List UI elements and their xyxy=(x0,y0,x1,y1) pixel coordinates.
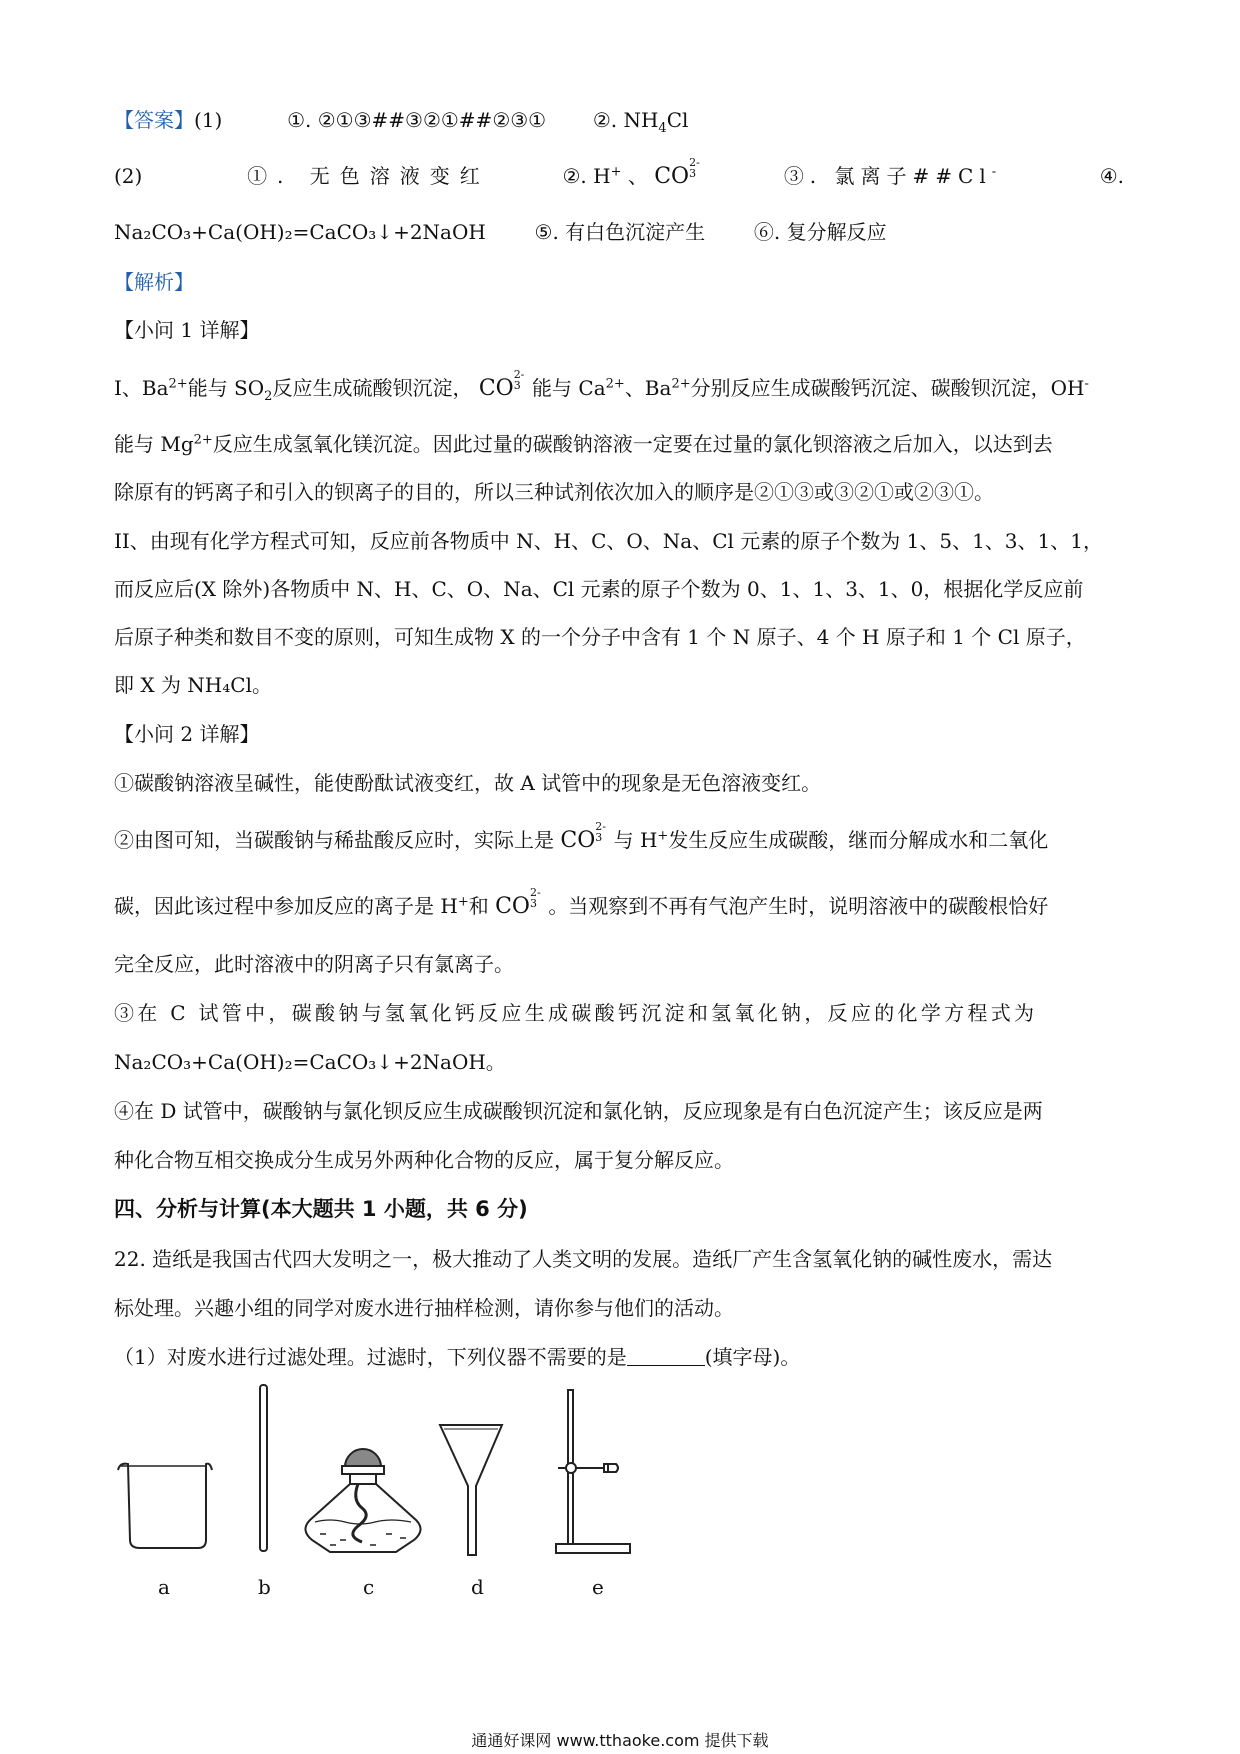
para-2-line-1: II、由现有化学方程式可知，反应前各物质中 N、H、C、O、Na、Cl 元素的原子个数为 1、5、1、3、1、1， xyxy=(114,529,1103,553)
analysis-tag: 【解析】 xyxy=(114,270,194,294)
beaker-icon xyxy=(118,1464,212,1548)
q2-answer-3: ③. 氯离子##Cl- xyxy=(783,164,1003,188)
q2-answer-6: ⑥. 复分解反应 xyxy=(753,220,887,244)
para-4-line-2: 碳，因此该过程中参加反应的离子是 H+和 CO 2- 3 。当观察到不再有气泡产生时，说明溶液中的碳酸根恰好 xyxy=(114,886,1049,919)
footer-text: 通通好课网 www.tthaoke.com 提供下载 xyxy=(471,1731,769,1750)
para-1-line-1: I、$Ba^{2+}$能与 $SO_2$反应生成硫酸钡沉淀， CO 2- 3 能与 $Ca^{2+}$、$Ba^{2+}$分别反应生成碳酸钙沉淀、碳酸钡沉淀，OH- xyxy=(114,368,1089,404)
para-1-line-3: 除原有的钙离子和引入的钡离子的目的，所以三种试剂依次加入的顺序是②①③或③②①或②③①。 xyxy=(114,480,994,504)
label-e: e xyxy=(592,1575,604,1599)
alcohol-lamp-icon xyxy=(305,1449,420,1552)
q2-answer-4-num: ④. xyxy=(1099,164,1124,188)
subquestion-2-heading: 【小问 2 详解】 xyxy=(114,722,260,746)
q2-label: (2) xyxy=(114,164,143,188)
equation-1: Na₂CO₃+Ca(OH)₂=CaCO₃↓+2NaOH xyxy=(114,220,486,244)
q1-answer-1: ①. ②①③##③②①##②③① xyxy=(287,108,547,132)
funnel-icon xyxy=(440,1425,502,1555)
subquestion-1-heading: 【小问 1 详解】 xyxy=(114,318,260,342)
para-3: ①碳酸钠溶液呈碱性，能使酚酞试液变红，故 A 试管中的现象是无色溶液变红。 xyxy=(114,771,822,795)
iron-stand-icon xyxy=(556,1390,630,1553)
label-d: d xyxy=(471,1575,484,1599)
para-4-line-1: ②由图可知，当碳酸钠与稀盐酸反应时，实际上是 CO 2- 3 与 H+发生反应生成碳酸，继而分解成水和二氧化 xyxy=(114,820,1049,853)
glass-rod-icon xyxy=(260,1385,267,1551)
para-1-line-2: 能与 $Mg^{2+}$反应生成氢氧化镁沉淀。因此过量的碳酸钠溶液一定要在过量的氯化钡溶液之后加入，以达到去 xyxy=(114,432,1053,456)
para-4-line-3: 完全反应，此时溶液中的阴离子只有氯离子。 xyxy=(114,952,514,976)
para-5-line-1: ③在 C 试管中，碳酸钠与氢氧化钙反应生成碳酸钙沉淀和氢氧化钠，反应的化学方程式为 xyxy=(114,1001,1038,1025)
q22-line-1: 22. 造纸是我国古代四大发明之一，极大推动了人类文明的发展。造纸厂产生含氢氧化钠的碱性废水，需达 xyxy=(114,1247,1053,1271)
para-6-line-1: ④在 D 试管中，碳酸钠与氯化钡反应生成碳酸钡沉淀和氯化钠，反应现象是有白色沉淀产生；该反应是两 xyxy=(114,1099,1043,1123)
label-c: c xyxy=(363,1575,375,1599)
q2-answer-1: ①. 无色溶液变红 xyxy=(247,164,490,188)
q2-answer-2: ②. H+ 、 CO 2- 3 xyxy=(562,156,700,189)
q1-label: (1) xyxy=(194,108,223,132)
label-a: a xyxy=(158,1575,170,1599)
answer-tag: 【答案】 xyxy=(114,108,194,132)
section-4-title: 四、分析与计算(本大题共 1 小题，共 6 分) xyxy=(114,1197,528,1221)
para-2-line-2: 而反应后(X 除外)各物质中 N、H、C、O、Na、Cl 元素的原子个数为 0、1、1、3、1、0，根据化学反应前 xyxy=(114,577,1084,601)
para-2-line-3: 后原子种类和数目不变的原则，可知生成物 X 的一个分子中含有 1 个 N 原子、4 个 H 原子和 1 个 Cl 原子， xyxy=(114,625,1086,649)
q22-line-3: （1）对废水进行过滤处理。过滤时，下列仪器不需要的是 (填字母)。 xyxy=(114,1345,801,1369)
para-5-line-2: Na₂CO₃+Ca(OH)₂=CaCO₃↓+2NaOH。 xyxy=(114,1050,506,1074)
label-b: b xyxy=(258,1575,271,1599)
q22-line-2: 标处理。兴趣小组的同学对废水进行抽样检测，请你参与他们的活动。 xyxy=(114,1296,734,1320)
q1-answer-2: ②. $NH_4Cl$ xyxy=(592,108,689,136)
para-2-line-4: 即 X 为 NH₄Cl。 xyxy=(114,673,272,697)
para-6-line-2: 种化合物互相交换成分生成另外两种化合物的反应，属于复分解反应。 xyxy=(114,1148,734,1172)
q2-answer-5: ⑤. 有白色沉淀产生 xyxy=(534,220,706,244)
